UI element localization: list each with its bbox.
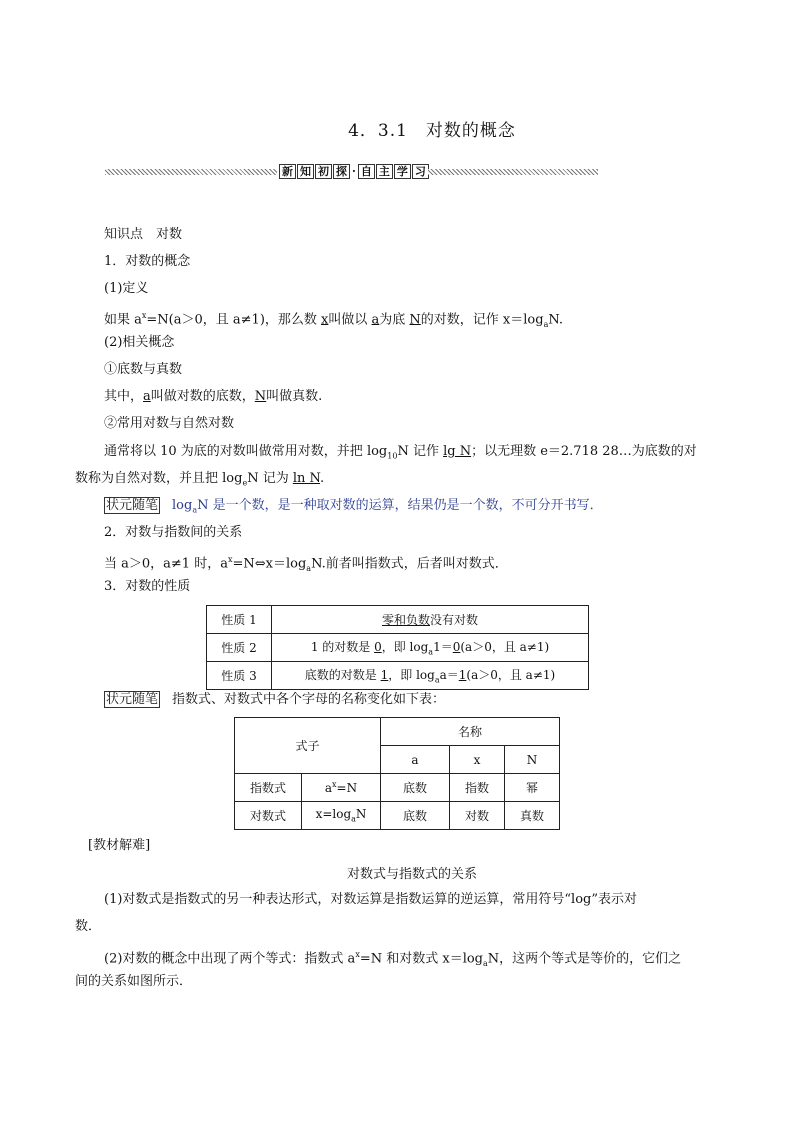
table-row: 对数式 $x=\log_aN$ 底数 对数 真数: [235, 802, 560, 830]
section-3-heading: 3．对数的性质: [104, 579, 191, 594]
relation-text: 当 a＞0，a≠1 时，$a^x=N\Leftrightarrow x=\log_aN$.前者叫指数式，后者叫对数式．: [104, 555, 508, 573]
banner-box: 习: [412, 164, 429, 179]
explanation-1: (1)对数式是指数式的另一种表达形式，对数运算是指数运算的逆运算，常用符号“log”表示对: [104, 892, 638, 907]
related-concepts-heading: (2)相关概念: [104, 335, 175, 350]
explanation-2-cont: 间的关系如图所示．: [75, 974, 193, 989]
table-row: 式子 名称: [235, 718, 560, 746]
section-1-heading: 1．对数的概念: [104, 254, 191, 269]
banner-hatch-left: [105, 169, 277, 175]
natural-log-text: 数称为自然对数，并且把 $\log_eN$ 记为 ln N.: [75, 471, 325, 488]
section-banner: [105, 163, 598, 181]
table-row: 性质 1 零和负数没有对数: [207, 606, 589, 634]
banner-box: 主: [376, 164, 393, 179]
note-tag: 状元随笔: [106, 498, 159, 513]
textbook-heading: [教材解难]: [88, 838, 151, 853]
banner-box: 探: [333, 164, 350, 179]
explanation-2: (2)对数的概念中出现了两个等式：指数式 $a^x=N$ 和对数式 $x=\log_aN$，这两个等式是等价的，它们之: [104, 950, 682, 968]
banner-dot: ·: [352, 165, 356, 178]
definition-text: 如果 $a^x=N(a>0$，且 a≠1)，那么数 x叫做以 a为底 N的对数，记作 $x=\log_aN$.: [104, 311, 564, 329]
name-table: [234, 717, 560, 830]
definition-heading: (1)定义: [104, 281, 149, 296]
table-row: 性质 2 1 的对数是 0，即 $\log_a1=0(a>0$，且 a≠1): [207, 634, 589, 662]
explanation-1-cont: 数．: [75, 919, 102, 934]
banner-hatch-right: [428, 169, 598, 175]
banner-box: 自: [358, 164, 375, 179]
base-true-heading: ①底数与真数: [104, 362, 183, 377]
base-true-text: 其中，a叫做对数的底数，N叫做真数.: [104, 389, 323, 404]
banner-box: 知: [297, 164, 314, 179]
table-row: 指数式 $a^x=N$ 底数 指数 幂: [235, 774, 560, 802]
common-natural-heading: ②常用对数与自然对数: [104, 416, 235, 431]
properties-table: [206, 605, 589, 690]
table-row: 性质 3 底数的对数是 1，即 $\log_aa=1(a>0$，且 a≠1): [207, 662, 589, 690]
section-2-heading: 2．对数与指数间的关系: [104, 525, 243, 540]
note-1: 状元随笔 $\log_aN$ 是一个数，是一种取对数的运算，结果仍是一个数，不可分开书写．: [106, 498, 603, 515]
table-row: a x N: [235, 746, 560, 774]
banner-box: 初: [315, 164, 332, 179]
relation-subtitle: 对数式与指数式的关系: [346, 867, 477, 882]
banner-box: 新: [279, 164, 296, 179]
common-log-text: 通常将以 10 为底的对数叫做常用对数，并把 $\log_{10}N$ 记作 lg N；以无理数 e＝2.718 28…为底数的对: [104, 444, 697, 461]
banner-box: 学: [394, 164, 411, 179]
note-tag: 状元随笔: [106, 692, 159, 707]
page-title: 4．3.1 对数的概念: [348, 121, 516, 141]
knowledge-heading: 知识点 对数: [104, 227, 183, 242]
note-2: 状元随笔 指数式、对数式中各个字母的名称变化如下表：: [106, 692, 446, 707]
banner-label: [279, 164, 429, 179]
